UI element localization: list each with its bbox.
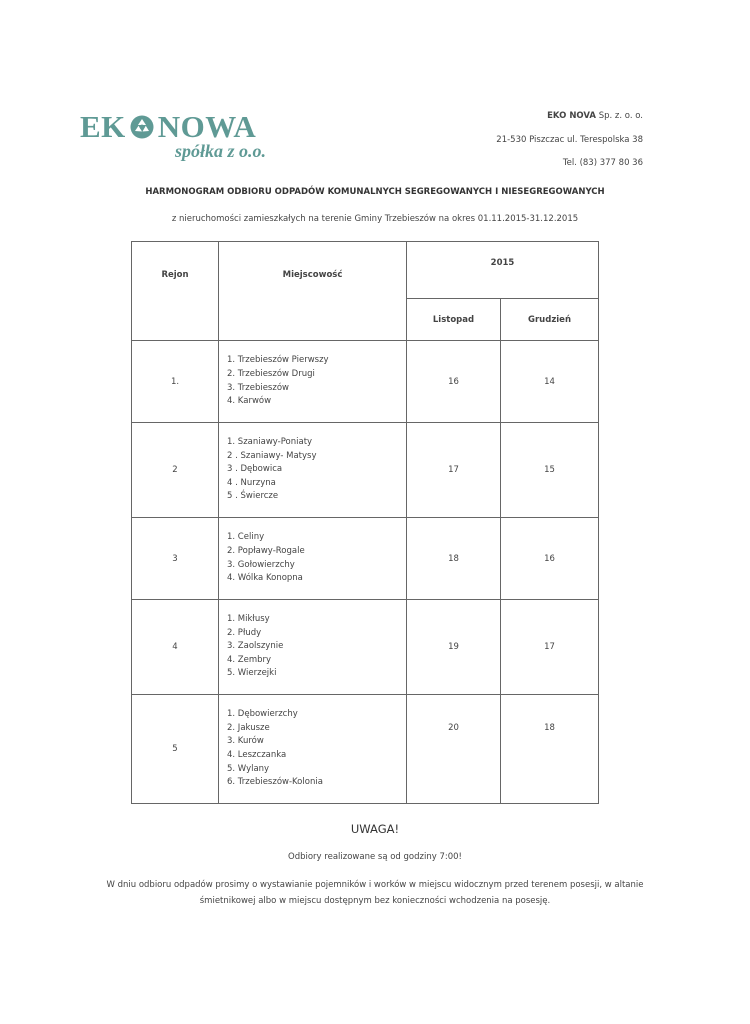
december-day-cell: 15 [501,423,599,518]
company-name [496,111,643,121]
place-item: 1. Szaniawy-Poniaty [227,437,313,448]
place-item: 1. Dębowierzchy [227,709,298,720]
company-phone: Tel. (83) 377 80 36 [562,158,643,168]
header-region: Rejon [132,242,219,341]
region-cell: 3 [132,518,219,600]
place-item: 3 . Dębowica [227,464,283,475]
table-row [132,423,599,518]
place-item: 1. Trzebieszów Pierwszy [227,355,329,366]
december-day-cell: 16 [501,518,599,600]
logo-subtitle: spółka z o.o. [175,141,267,161]
company-name-rest: Sp. z. o. o. [596,111,643,121]
place-item: 4. Karwów [227,396,272,407]
place-item: 3. Kurów [227,736,264,747]
place-item: 6. Trzebieszów-Kolonia [227,777,323,788]
table-row [132,600,599,695]
place-item: 5. Wylany [227,763,270,774]
november-day-cell: 18 [407,518,501,600]
header-places: Miejscowość [219,242,407,341]
place-item: 2. Trzebieszów Drugi [227,368,315,379]
schedule-table [131,241,599,804]
company-name-bold: EKO NOVA [547,111,597,121]
places-cell [219,423,407,518]
places-cell [219,518,407,600]
header-year: 2015 [407,242,599,299]
place-item: 3. Trzebieszów [227,382,289,393]
place-item: 4. Leszczanka [227,750,287,760]
region-cell: 1. [132,341,219,423]
table-row [132,695,599,804]
place-item: 4. Wólka Konopna [227,573,303,584]
header-november: Listopad [407,299,501,341]
place-item: 4 . Nurzyna [227,477,276,488]
november-day-cell: 19 [407,600,501,695]
table-row [132,341,599,423]
header-december: Grudzień [501,299,599,341]
place-item: 3. Zaolszynie [227,641,284,652]
region-cell: 5 [132,695,219,804]
places-cell [219,341,407,423]
november-day-cell: 17 [407,423,501,518]
places-cell [219,600,407,695]
company-info [496,111,643,168]
recycle-icon [129,114,155,140]
place-item: 3. Gołowierzchy [227,559,295,570]
company-address: 21-530 Piszczac ul. Terespolska 38 [496,135,643,145]
place-item: 5 . Świercze [227,491,279,502]
table-row [132,518,599,600]
logo-word-nowa: NOWA [157,109,257,144]
notice-hours: Odbiory realizowane są od godziny 7:00! [288,852,462,862]
place-item: 1. Celiny [227,532,265,543]
place-item: 1. Mikłusy [227,614,270,625]
logo-word-eko: EK [80,109,126,144]
place-item: 2. Jakusze [227,722,270,733]
company-logo [80,110,290,170]
logo-wordmark [80,110,256,144]
notice-instructions: W dniu odbioru odpadów prosimy o wystawianie pojemników i worków w miejscu widocznym przed terenem posesji, w altanie śmietnikowej albo w miejscu dostępnym bez konieczności wchodzenia na posesję. [106,880,644,906]
places-cell [219,695,407,804]
notice-heading: UWAGA! [350,822,400,836]
region-cell: 2 [132,423,219,518]
december-day-cell: 18 [501,695,599,804]
document-title: HARMONOGRAM ODBIORU ODPADÓW KOMUNALNYCH SEGREGOWANYCH I NIESEGREGOWANYCH [145,187,605,197]
november-day-cell: 16 [407,341,501,423]
december-day-cell: 14 [501,341,599,423]
document-subtitle: z nieruchomości zamieszkałych na terenie Gminy Trzebieszów na okres 01.11.2015-31.12.2015 [171,214,579,224]
place-item: 2. Płudy [227,627,262,638]
region-cell: 4 [132,600,219,695]
place-item: 5. Wierzejki [227,668,277,679]
place-item: 4. Zembry [227,654,272,665]
place-item: 2. Popławy-Rogale [227,545,305,556]
place-item: 2 . Szaniawy- Matysy [227,450,317,461]
december-day-cell: 17 [501,600,599,695]
november-day-cell: 20 [407,695,501,804]
